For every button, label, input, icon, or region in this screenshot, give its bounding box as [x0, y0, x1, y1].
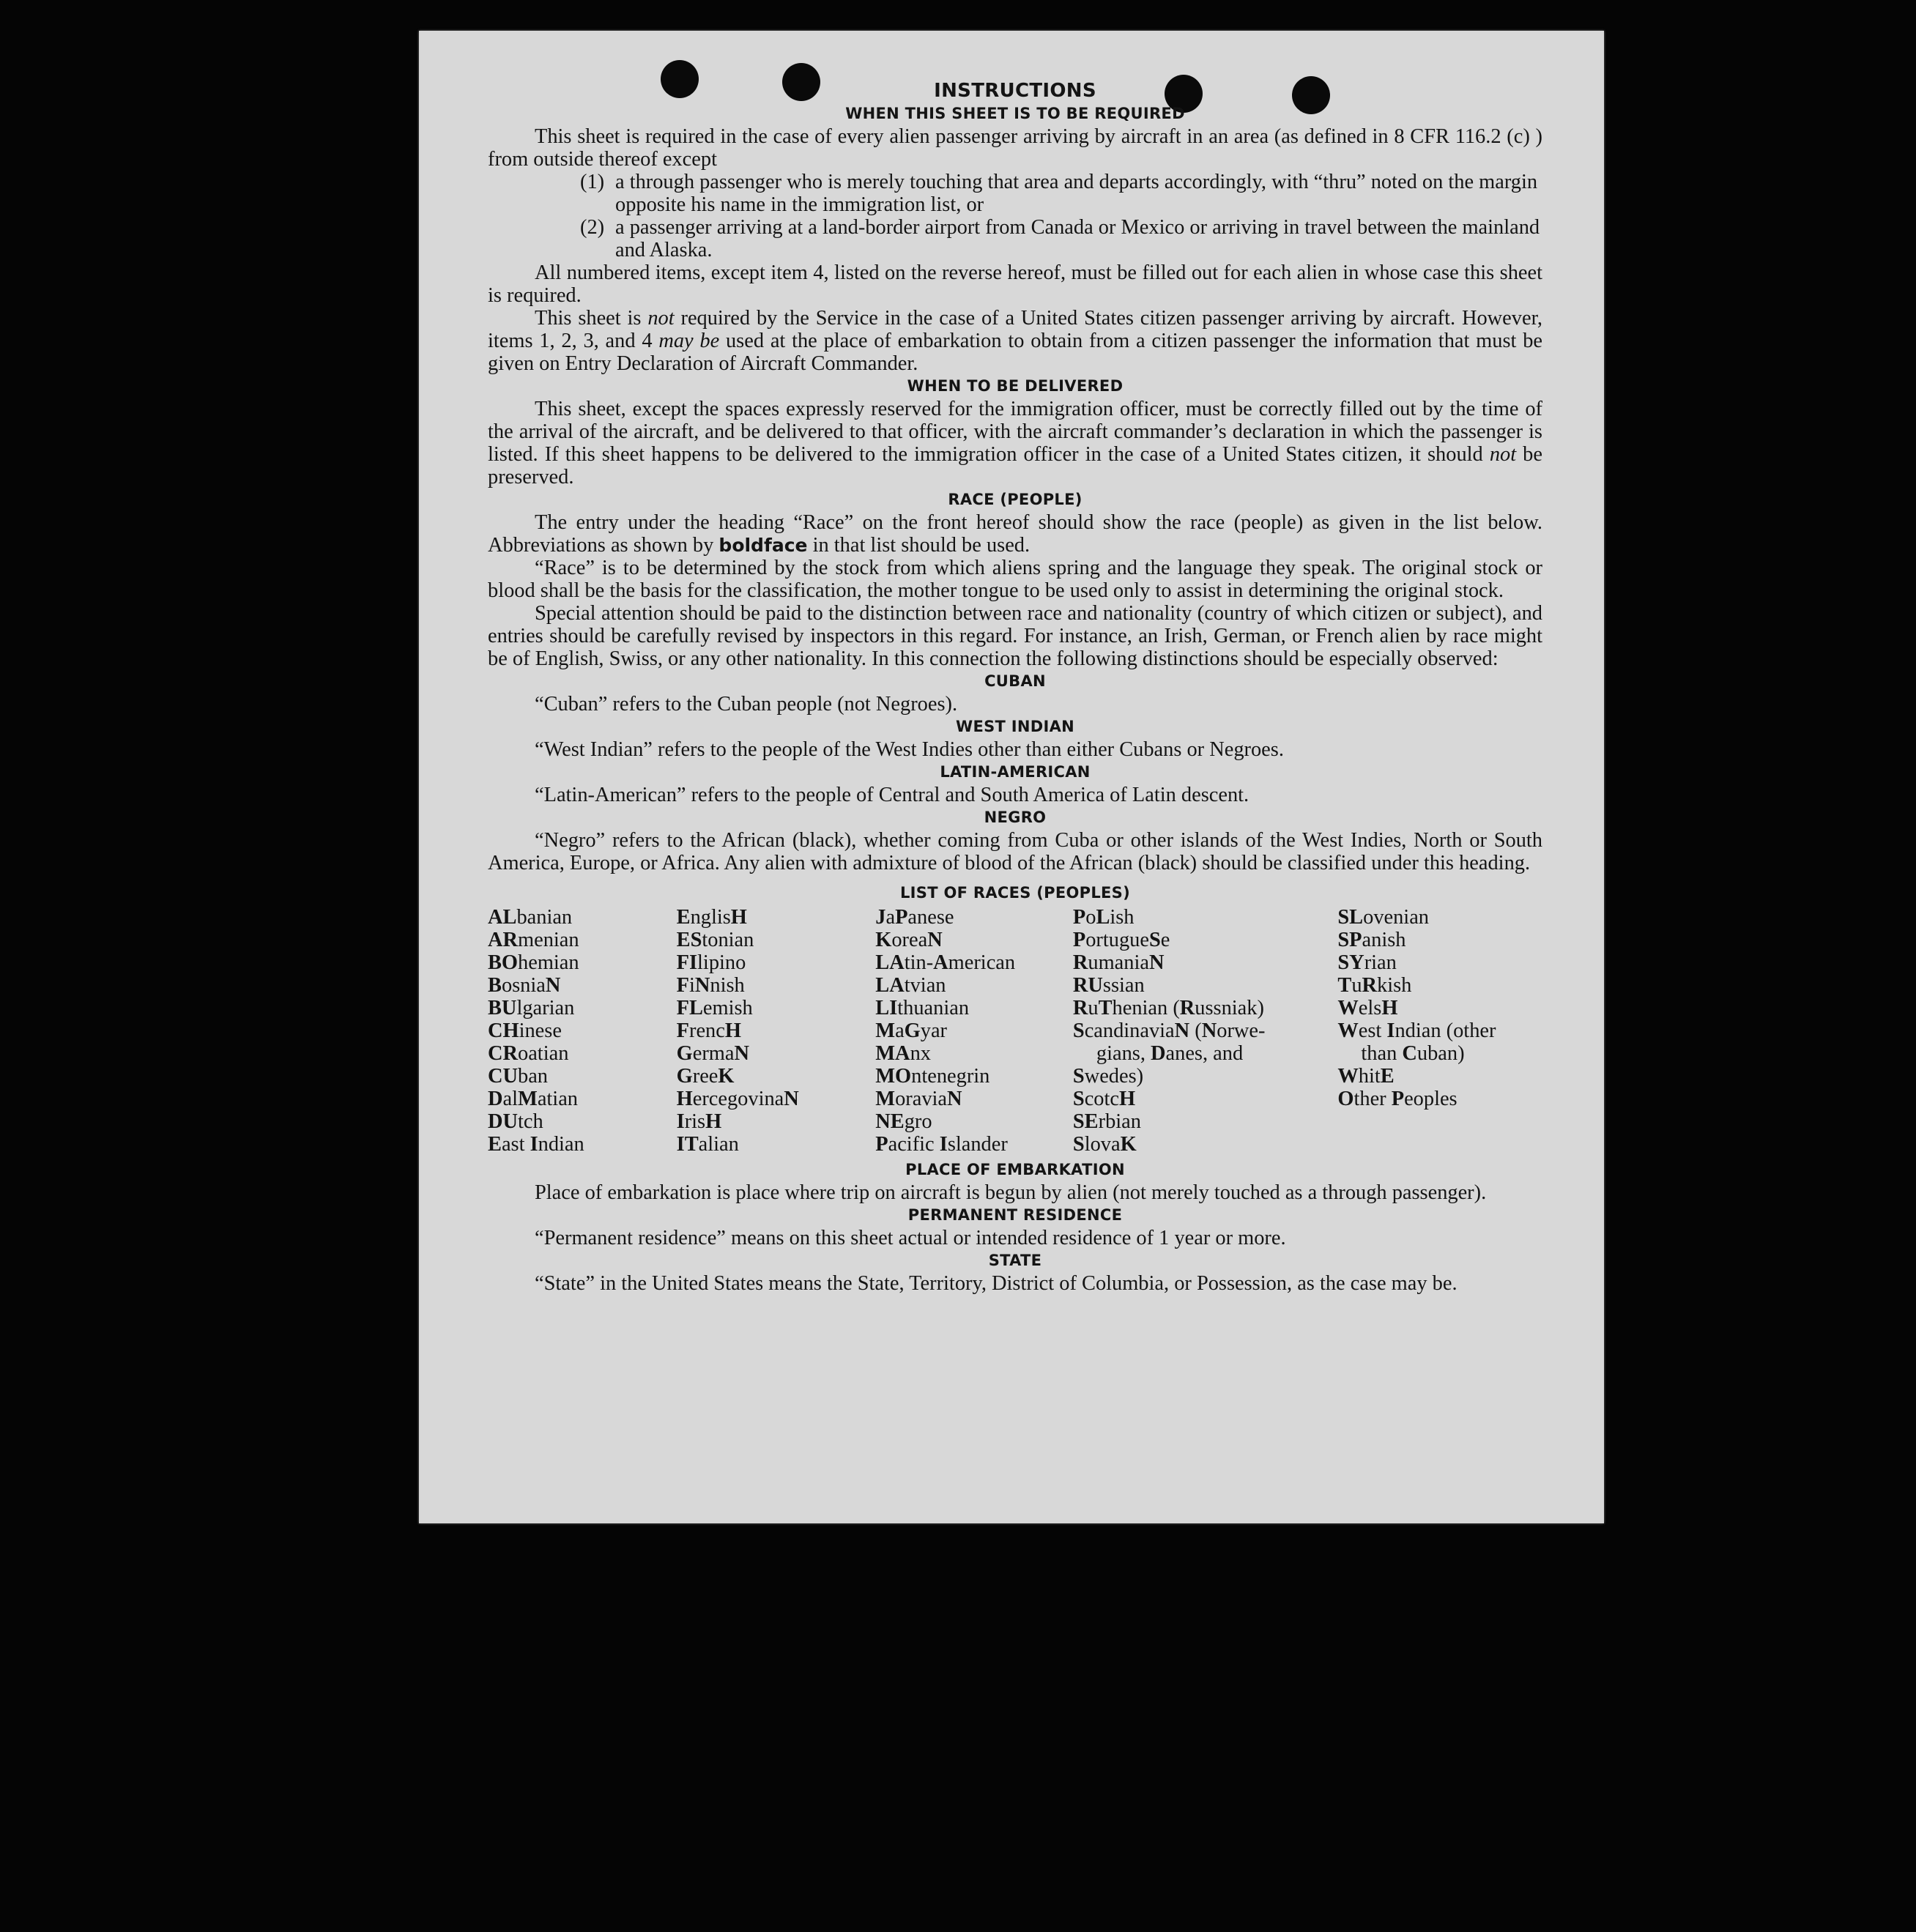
- race-entry: RuThenian (Russniak): [1072, 997, 1264, 1019]
- race-entry: RumaniaN: [1072, 951, 1165, 974]
- race-entry: MOntenegrin: [875, 1065, 990, 1088]
- race-entry: MaGyar: [875, 1019, 948, 1042]
- italic-text: not: [647, 307, 675, 330]
- races-column: [1073, 906, 1338, 1156]
- race-entry: TuRkish: [1337, 974, 1412, 997]
- race-entry: than Cuban): [1361, 1042, 1465, 1065]
- race-entry: RUssian: [1072, 974, 1145, 997]
- races-list: [488, 906, 1542, 1156]
- bold-text: boldface: [718, 535, 808, 556]
- paragraph: [488, 511, 1542, 557]
- races-column: [875, 906, 1073, 1156]
- text-run: in that list should be used.: [807, 534, 1031, 557]
- instructions-content: [488, 79, 1542, 1295]
- race-entry: ARmenian: [488, 929, 579, 951]
- paragraph: “Permanent residence” means on this sheet actual or intended residence of 1 year or more.: [535, 1227, 1286, 1249]
- item-text: a through passenger who is merely touching that area and departs accordingly, with “thru” noted on the margin opposite his name in the immigration list, or: [615, 171, 1538, 216]
- race-entry: gians, Danes, and: [1096, 1042, 1244, 1065]
- race-entry: SLovenian: [1337, 906, 1429, 929]
- race-entry: ScandinaviaN (Norwe-: [1072, 1019, 1266, 1042]
- race-entry: WelsH: [1337, 997, 1398, 1019]
- race-entry: CHinese: [488, 1019, 562, 1042]
- race-entry: DalMatian: [488, 1088, 578, 1110]
- race-entry: FrencH: [676, 1019, 741, 1042]
- text-run: be preserved.: [488, 443, 1542, 488]
- paragraph: “Negro” refers to the African (black), whether coming from Cuba or other islands of the West Indies, North or South America, Europe, or Africa. Any alien with admixture of blood of the African (black) should be classified under this heading.: [488, 829, 1542, 874]
- race-entry: FiNnish: [676, 974, 745, 997]
- italic-text: not: [1489, 443, 1517, 466]
- text-run: This sheet, except the spaces expressly reserved for the immigration officer, must be correctly filled out by the time of the arrival of the aircraft, and be delivered to that officer, with the aircraft commander’s declaration in which the passenger is listed. If this sheet happens to be delivered to the immigration officer in the case of a United States citizen, it should: [488, 398, 1542, 466]
- item-number: (1): [580, 171, 605, 193]
- race-entry: CRoatian: [488, 1042, 569, 1065]
- race-entry: MAnx: [875, 1042, 931, 1065]
- race-entry: IrisH: [676, 1110, 722, 1133]
- section-heading: STATE: [988, 1252, 1042, 1269]
- paragraph: “Latin-American” refers to the people of Central and South America of Latin descent.: [535, 784, 1250, 806]
- race-entry: ScotcH: [1072, 1088, 1136, 1110]
- section-heading: PLACE OF EMBARKATION: [905, 1161, 1125, 1178]
- race-entry: LAtin-American: [875, 951, 1016, 974]
- race-entry: SYrian: [1337, 951, 1397, 974]
- race-entry: LAtvian: [875, 974, 946, 997]
- race-entry: JaPanese: [875, 906, 954, 929]
- races-column: [677, 906, 876, 1156]
- race-entry: Swedes): [1072, 1065, 1144, 1088]
- section-heading: PERMANENT RESIDENCE: [907, 1206, 1123, 1224]
- race-entry: SPanish: [1337, 929, 1406, 951]
- race-entry: HercegovinaN: [676, 1088, 799, 1110]
- paragraph: “Race” is to be determined by the stock from which aliens spring and the language they speak. The original stock or blood shall be the basis for the classification, the mother tongue to be used only to assist in determining the original stock.: [488, 557, 1542, 602]
- numbered-item: [488, 171, 1542, 216]
- races-column: [488, 906, 677, 1156]
- section-heading: WHEN TO BE DELIVERED: [907, 377, 1124, 395]
- text-run: used at the place of embarkation to obtain from a citizen passenger the information that must be given on Entry Declaration of Aircraft Commander.: [488, 330, 1542, 375]
- race-entry: East Indian: [488, 1133, 584, 1156]
- section-heading: LATIN-AMERICAN: [940, 763, 1091, 781]
- race-entry: FLemish: [676, 997, 753, 1019]
- italic-text: may be: [658, 330, 720, 352]
- race-entry: Other Peoples: [1337, 1088, 1458, 1110]
- section-heading: LIST OF RACES (PEOPLES): [899, 884, 1130, 902]
- section-heading: RACE (PEOPLE): [948, 491, 1083, 508]
- paragraph: “West Indian” refers to the people of the West Indies other than either Cubans or Negroes.: [535, 738, 1284, 761]
- section-heading: CUBAN: [984, 672, 1046, 690]
- race-entry: SlovaK: [1072, 1133, 1137, 1156]
- race-entry: SErbian: [1072, 1110, 1141, 1133]
- race-entry: ALbanian: [488, 906, 573, 929]
- races-column: [1337, 906, 1542, 1156]
- paragraph: [488, 307, 1542, 375]
- race-entry: LIthuanian: [875, 997, 970, 1019]
- item-text: a passenger arriving at a land-border airport from Canada or Mexico or arriving in travel between the mainland and Alaska.: [615, 216, 1540, 261]
- race-entry: DUtch: [488, 1110, 543, 1133]
- document-sheet: [419, 31, 1604, 1523]
- paragraph: “State” in the United States means the State, Territory, District of Columbia, or Possession, as the case may be.: [535, 1272, 1458, 1295]
- race-entry: ITalian: [676, 1133, 739, 1156]
- race-entry: PortugueSe: [1072, 929, 1170, 951]
- race-entry: GermaN: [676, 1042, 749, 1065]
- race-entry: WhitE: [1337, 1065, 1395, 1088]
- text-run: This sheet is: [535, 307, 648, 330]
- race-entry: CUban: [488, 1065, 549, 1088]
- race-entry: BosniaN: [488, 974, 561, 997]
- race-entry: PoLish: [1072, 906, 1135, 929]
- section-heading: WEST INDIAN: [955, 718, 1075, 735]
- text-run: The entry under the heading “Race” on the front hereof should show the race (people) as given in the list below. Abbreviations as shown by: [488, 511, 1542, 557]
- item-number: (2): [580, 216, 605, 239]
- paragraph: Place of embarkation is place where trip on aircraft is begun by alien (not merely touched as a through passenger).: [535, 1181, 1487, 1204]
- paragraph: This sheet is required in the case of every alien passenger arriving by aircraft in an area (as defined in 8 CFR 116.2 (c) ) from outside thereof except: [488, 125, 1542, 171]
- race-entry: Pacific Islander: [875, 1133, 1008, 1156]
- paragraph: Special attention should be paid to the distinction between race and nationality (country of which citizen or subject), and entries should be carefully revised by inspectors in this regard. For instance, an Irish, German, or French alien by race might be of English, Swiss, or any other nationality. In this connection the following distinctions should be especially observed:: [488, 602, 1542, 670]
- race-entry: GreeK: [676, 1065, 735, 1088]
- race-entry: FIlipino: [676, 951, 746, 974]
- paragraph: “Cuban” refers to the Cuban people (not Negroes).: [535, 693, 958, 716]
- numbered-item: [488, 216, 1542, 261]
- race-entry: EnglisH: [676, 906, 747, 929]
- race-entry: West Indian (other: [1337, 1019, 1496, 1042]
- document-title: INSTRUCTIONS: [934, 80, 1096, 102]
- text-run: required by the Service in the case of a United States citizen passenger arriving by aircraft. However, items 1, 2, 3, and 4: [488, 307, 1542, 352]
- paragraph: All numbered items, except item 4, listed on the reverse hereof, must be filled out for each alien in whose case this sheet is required.: [488, 261, 1542, 307]
- race-entry: KoreaN: [875, 929, 943, 951]
- section-heading: NEGRO: [984, 809, 1047, 826]
- race-entry: BOhemian: [488, 951, 579, 974]
- race-entry: EStonian: [676, 929, 754, 951]
- section-heading: WHEN THIS SHEET IS TO BE REQUIRED: [845, 105, 1185, 122]
- race-entry: MoraviaN: [875, 1088, 962, 1110]
- race-entry: BUlgarian: [488, 997, 575, 1019]
- paragraph: [488, 398, 1542, 488]
- race-entry: NEgro: [875, 1110, 932, 1133]
